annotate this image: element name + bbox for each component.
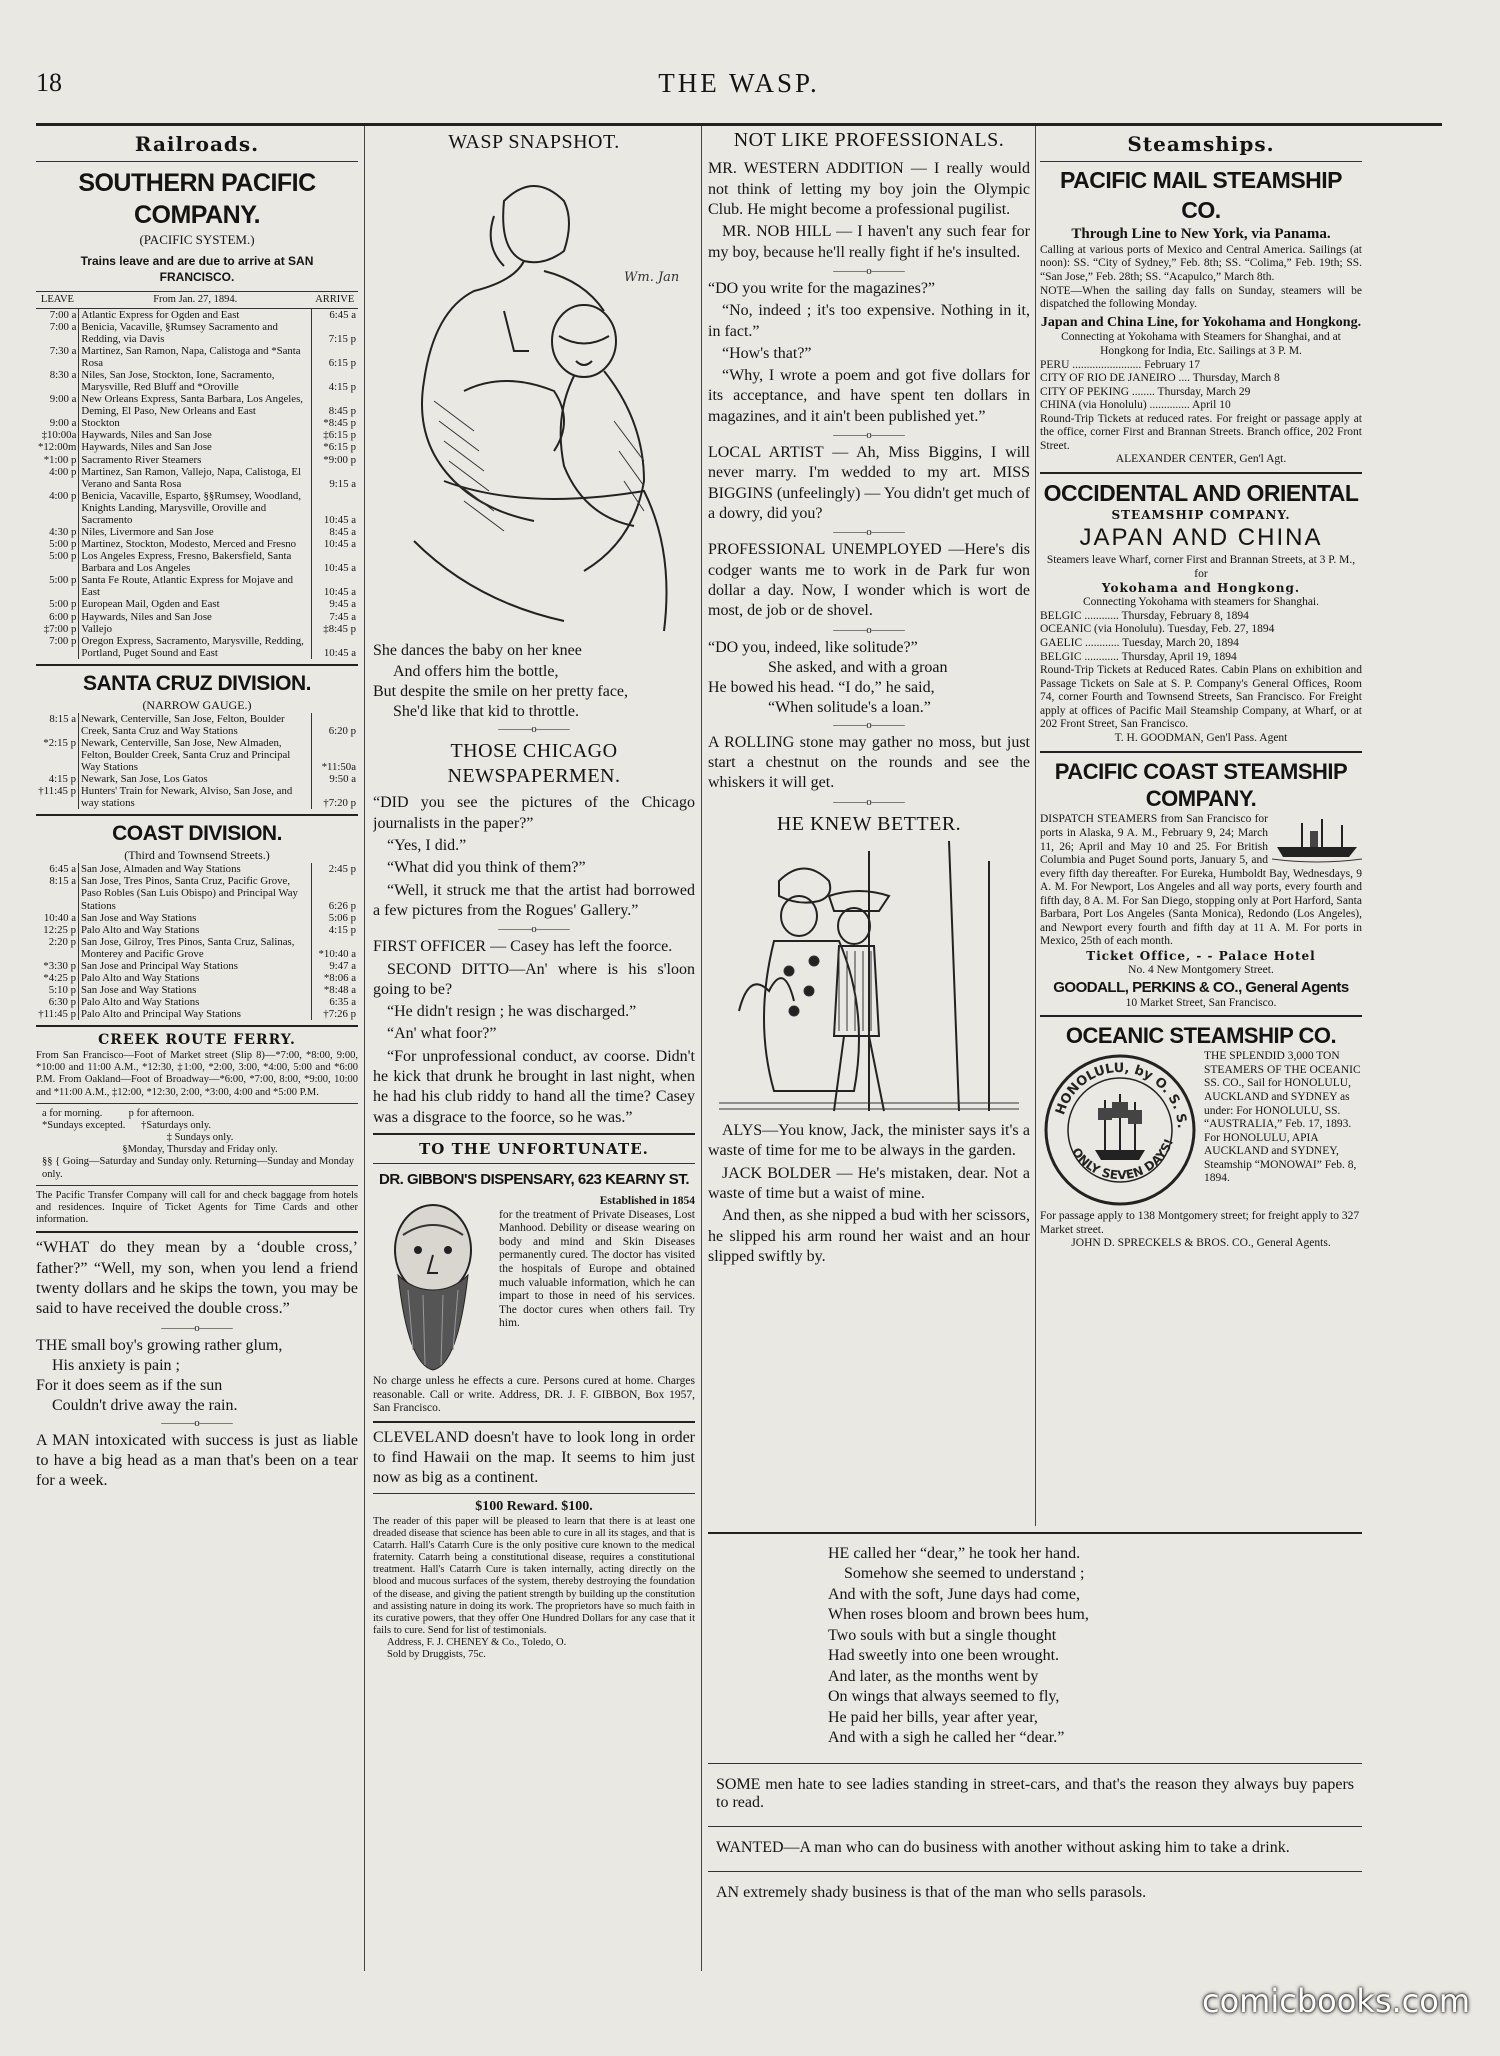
route: San Jose, Gilroy, Tres Pinos, Santa Cruz, Salinas, Monterey and Pacific Grove (81, 935, 295, 960)
reward-text: The reader of this paper will be pleased to learn that there is at least one dreaded disease that science has been able to cure in all its stages, and that is Catarrh. Hall's Catarrh Cure is the only positive cure known to the medical fraternity. Catarrh being a constitutional disease, requires a constitutional treatment. Hall's Catarrh Cure is taken internally, acting directly on the blood and mucous surfaces of the system, thereby destroying the foundation of the disease, and giving the patient strength by building up the constitution and assisting nature in doing its work. The proprietors have so much faith in its curative powers, that they offer One Hundred Dollars for any case that it fails to cure. Send for list of testimonials. (373, 1515, 695, 1637)
paragraph: SECOND DITTO—An' where is his s'loon going to be? (373, 960, 695, 998)
route: Martinez, San Ramon, Napa, Calistoga and *Santa Rosa (81, 344, 301, 369)
legend (36, 1108, 358, 1181)
leave-time: 5:00 p (36, 550, 79, 574)
knew-better-text (708, 1121, 1030, 1267)
arrive-time: 10:45 a (312, 574, 359, 598)
timetable-row (36, 936, 358, 960)
paragraph: JACK BOLDER — He's mistaken, dear. Not a waste of time but a waist of mine. (708, 1164, 1030, 1202)
poem-line: THE small boy's growing rather glum, (36, 1336, 283, 1354)
route: San Jose, Almaden and Way Stations (81, 863, 241, 876)
timetable-row (36, 369, 358, 393)
jc-footer: Round-Trip Tickets at reduced rates. For freight or passage apply at the office, corner First and Brannan Streets. Branch office, 202 Front Street. (1040, 412, 1362, 452)
poem-line: For it does seem as if the sun (36, 1377, 223, 1395)
timetable-row (36, 611, 358, 623)
pc-ticket: Ticket Office, - - Palace Hotel (1086, 949, 1316, 963)
watermark: comicbooks.com (1201, 1982, 1470, 2020)
arrive-time: 7:45 a (312, 611, 359, 623)
arrive-time: 9:15 a (312, 466, 359, 490)
timetable-row (36, 466, 358, 490)
route: Martinez, Stockton, Modesto, Merced and Fresno (81, 538, 297, 551)
reward-address: Address, F. J. CHENEY & Co., Toledo, O. (387, 1637, 567, 1649)
leave-time: 7:30 a (36, 345, 79, 369)
oc-agent: JOHN D. SPRECKELS & BROS. CO., General Agents. (1071, 1237, 1331, 1250)
route: Newark, San Jose, Los Gatos (81, 773, 208, 786)
ferry-text: From San Francisco—Foot of Market street (Slip 8)—*7:00, *8:00, 9:00, *10:00 and 11:00 A.M., *12:30, ‡1:00, *2:00, 3:00, *4:00, 5:00 and *6:00 P.M. From Oakland—Foot of Broadway—*6:00, *7:00, 8:00, *9:00, 10:00 and *11:00 A.M., ‡12:00, *12:30, 2:00, *3:00, 4:00 and *5:00 P.M. (36, 1050, 358, 1098)
arrive-time: 6:35 a (312, 996, 359, 1008)
oo-destination: Yokohama and Hongkong. (1101, 581, 1301, 596)
reward-title: $100 Reward. $100. (475, 1498, 593, 1514)
cd-subtitle: (Third and Townsend Streets.) (124, 848, 270, 863)
poem-line: Had sweetly into one been wrought. (828, 1647, 1060, 1665)
pc-title: PACIFIC COAST STEAMSHIP COMPANY. (1054, 758, 1348, 812)
leave-time: 8:15 a (36, 713, 79, 737)
badge-bottom-text: ONLY SEVEN DAYS! (1069, 1136, 1177, 1183)
legend-line: *Sundays excepted. †Saturdays only. (42, 1119, 212, 1131)
leave-time: 9:00 a (36, 417, 79, 429)
arrive-time: 10:45 a (312, 538, 359, 550)
route: New Orleans Express, Santa Barbara, Los Angeles, Deming, El Paso, New Orleans and East (81, 393, 303, 418)
pm-note: NOTE—When the sailing day falls on Sunday, steamers will be dispatched the following Monday. (1040, 284, 1362, 311)
poem-line: Two souls with but a single thought (828, 1626, 1057, 1644)
jc-agent: ALEXANDER CENTER, Gen'l Agt. (1115, 453, 1287, 466)
leave-time: *3:30 p (36, 960, 79, 972)
leave-time: *2:15 p (36, 737, 79, 773)
pm-title: PACIFIC MAIL STEAMSHIP CO. (1059, 167, 1343, 223)
oo-subtitle: STEAMSHIP COMPANY. (1111, 508, 1291, 523)
route: Haywards, Niles and San Jose (81, 610, 212, 623)
steamships-column (1040, 128, 1362, 1528)
bottom-section (708, 1532, 1362, 1952)
doctor-portrait (373, 1195, 493, 1375)
timetable-row (36, 863, 358, 875)
paragraph: “How's that?” (722, 344, 812, 362)
timetable-row (36, 635, 358, 659)
pc-agents: GOODALL, PERKINS & CO., General Agents (1053, 978, 1349, 996)
arrive-time: 8:45 p (312, 393, 359, 417)
paragraph: ALYS—You know, Jack, the minister says it's a waste of time for me to be always in the garden. (708, 1122, 1030, 1160)
arrive-time: 4:15 p (312, 924, 359, 936)
paragraph: “For unprofessional conduct, av coorse. Didn't he kick that drunk he brought in last night, when he had his club riddy to hand all the time? Casey was a disgrace to the foorce, so he was.” (373, 1047, 695, 1126)
chicago-text (373, 793, 695, 921)
header-rule (36, 123, 1442, 126)
column-divider (364, 126, 365, 1971)
unemployed-joke: PROFESSIONAL UNEMPLOYED —Here's dis codger wants me to work in de Park fur won dollar a day. Now, I wonder which is wort de most, de job or de shovel. (708, 541, 1030, 620)
arrive-time: *6:15 p (312, 441, 359, 453)
arrive-time: 6:45 a (312, 308, 359, 321)
sailing-row: BELGIC ............ Thursday, April 19, 1894 (1040, 650, 1237, 663)
route: Newark, Centerville, San Jose, Felton, Boulder Creek, Santa Cruz and Way Stations (81, 712, 285, 737)
timetable-row (36, 912, 358, 924)
timetable-row (36, 875, 358, 911)
oc-title: OCEANIC STEAMSHIP CO. (1065, 1023, 1337, 1049)
knew-better-title: HE KNEW BETTER. (776, 812, 962, 835)
sp-timetable (36, 291, 358, 659)
paragraph: “What did you think of them?” (387, 859, 586, 877)
verse-line: He bowed his head. “I do,” he said, (708, 679, 935, 697)
oo-title: OCCIDENTAL AND ORIENTAL (1043, 480, 1359, 507)
leave-time: 5:10 p (36, 984, 79, 996)
jc-text: Connecting at Yokohama with Steamers for Shanghai, and at Hongkong for India, Etc. Sailings at 3 P. M. (1061, 331, 1341, 357)
timetable-row (36, 538, 358, 550)
oo-connecting: Connecting Yokohama with steamers for Shanghai. (1082, 596, 1320, 609)
leave-time: 6:45 a (36, 863, 79, 875)
officer-text (373, 937, 695, 1128)
route: Palo Alto and Principal Way Stations (81, 1008, 241, 1021)
leave-time: ‡7:00 p (36, 623, 79, 635)
arrive-time: †7:20 p (312, 785, 359, 809)
route: Palo Alto and Way Stations (81, 996, 200, 1009)
oo-japan-china: JAPAN AND CHINA (1079, 524, 1323, 552)
solitude-verse (708, 638, 1030, 719)
transfer-note: The Pacific Transfer Company will call for and check baggage from hotels and residences. Inquire of Ticket Agents for Time Cards and other information. (36, 1189, 358, 1226)
route: Niles, Livermore and San Jose (81, 526, 214, 539)
leave-time: 4:00 p (36, 466, 79, 490)
legend-line: a for morning. p for afternoon. (42, 1107, 195, 1119)
separator: ———o——— (498, 923, 570, 936)
paragraph: “Why, I wrote a poem and got five dollars for its acceptance, and have spent ten dollars in magazines, and it ain't been published yet.” (708, 367, 1030, 425)
separator: ———o——— (161, 1321, 233, 1334)
poem-rain (36, 1336, 358, 1417)
route: Atlantic Express for Ogden and East (81, 308, 240, 321)
oc-text: THE SPLENDID 3,000 TON STEAMERS OF THE OCEANIC SS. CO., Sail for HONOLULU, AUCKLAND and SYDNEY as under: For HONOLULU, SS. “AUSTRALIA,” Feb. 17, 1893. For HONOLULU, APIA AUCKLAND and SYDNEY, Steamship “MONOWAI” Feb. 8, 1894. (1204, 1050, 1361, 1185)
cd-title: COAST DIVISION. (112, 822, 282, 846)
prof-text (708, 159, 1030, 263)
legend-line: ‡ Sundays only. (166, 1132, 234, 1144)
column-divider (701, 126, 702, 1971)
poem-line: On wings that always seemed to fly, (828, 1688, 1060, 1706)
leave-time: †11:45 p (36, 785, 79, 809)
artist-signature: Wm. Jan (624, 270, 680, 286)
gibbon-est: Established in 1854 (599, 1195, 695, 1208)
arrive-time: *10:40 a (312, 936, 359, 960)
arrive-time: 9:47 a (312, 960, 359, 972)
paragraph: “No, indeed ; it's too expensive. Nothing in it, in fact.” (708, 302, 1030, 340)
leave-time: 7:00 a (36, 308, 79, 321)
jc-sailings (1040, 359, 1362, 413)
wanted-joke: WANTED—A man who can do business with another without asking him to take a drink. (716, 1838, 1290, 1856)
verse-line: And offers him the bottle, (393, 662, 559, 680)
paragraph: FIRST OFFICER — Casey has left the foorce. (373, 938, 673, 956)
leave-time: 5:00 p (36, 574, 79, 598)
badge-top-text: HONOLULU, by O. S. S. (1053, 1061, 1190, 1130)
joke-big-head: A MAN intoxicated with success is just as liable to have a big head as a man that's been on a tear for a week. (36, 1431, 358, 1490)
sp-note: Trains leave and are due to arrive at SAN FRANCISCO. (80, 254, 314, 284)
arrive-time: 6:20 p (312, 713, 359, 737)
sc-title: SANTA CRUZ DIVISION. (82, 671, 311, 695)
leave-time: 7:00 p (36, 635, 79, 659)
leave-time: †11:45 p (36, 1008, 79, 1020)
timetable-row (36, 393, 358, 417)
route: Haywards, Niles and San Jose (81, 429, 212, 442)
leave-time: 4:30 p (36, 526, 79, 538)
arrive-time: 8:45 a (312, 526, 359, 538)
arrive-time: 2:45 p (312, 863, 359, 875)
leave-time: ‡10:00a (36, 429, 79, 441)
timetable-row (36, 737, 358, 773)
route: Palo Alto and Way Stations (81, 923, 200, 936)
route: San Jose and Principal Way Stations (81, 959, 238, 972)
paragraph: “An' what foor?” (387, 1025, 497, 1043)
section-title: Railroads. (134, 132, 260, 156)
leave-time: 7:00 a (36, 321, 79, 345)
sp-subtitle: (PACIFIC SYSTEM.) (139, 231, 255, 247)
verse-line: She'd like that kid to throttle. (393, 703, 579, 721)
reward-sold: Sold by Druggists, 75c. (387, 1649, 486, 1661)
timetable-row (36, 924, 358, 936)
arrive-time: ‡8:45 p (312, 623, 359, 635)
mother-baby-illustration (384, 161, 684, 641)
poem-line: His anxiety is pain ; (52, 1356, 180, 1374)
leave-time: 8:30 a (36, 369, 79, 393)
oo-text: Steamers leave Wharf, corner First and Brannan Streets, at 3 P. M., for (1046, 553, 1356, 580)
route: European Mail, Ogden and East (81, 598, 220, 611)
poem-line: HE called her “dear,” he took her hand. (828, 1545, 1081, 1562)
route: Haywards, Niles and San Jose (81, 441, 212, 454)
pc-agents-address: 10 Market Street, San Francisco. (1125, 996, 1277, 1009)
col-arrive: ARRIVE (312, 291, 359, 308)
separator: ———o——— (833, 526, 905, 539)
separator: ———o——— (161, 1416, 233, 1429)
rolling-joke: A ROLLING stone may gather no moss, but just start a chestnut on the rounds and see the whiskers it will get. (708, 733, 1030, 792)
unfortunate-title: TO THE UNFORTUNATE. (419, 1140, 649, 1159)
paragraph: And then, as she nipped a bud with her scissors, he slipped his arm round her waist and an hour slipped swiftly by. (708, 1207, 1030, 1265)
timetable-row (36, 526, 358, 538)
route: Niles, San Jose, Stockton, Ione, Sacramento, Marysville, Red Bluff and *Oroville (81, 369, 275, 394)
verse-line: She asked, and with a groan (768, 658, 948, 676)
streetcar-joke: SOME men hate to see ladies standing in street-cars, and that's the reason they always buy papers to read. (716, 1775, 1354, 1811)
paragraph: “DID you see the pictures of the Chicago journalists in the paper?” (373, 794, 695, 832)
leave-time: *1:00 p (36, 454, 79, 466)
oo-footer: Round-Trip Tickets at Reduced Rates. Cabin Plans on exhibition and Passage Tickets on Sale at S. P. Company's General Offices, Room 74, corner Fourth and Townsend Streets, San Francisco. For Freight apply at offices of Pacific Mail Steamship Company, at Wharf, or at 202 Front Street, San Francisco. (1040, 664, 1362, 731)
snapshot-title: WASP SNAPSHOT. (448, 131, 620, 153)
artist-joke: LOCAL ARTIST — Ah, Miss Biggins, I will never marry. I'm wedded to my art. MISS BIGGINS (unfeelingly) — You didn't get much of a dowry, did you? (708, 444, 1030, 523)
timetable-row (36, 574, 358, 598)
pc-text: DISPATCH STEAMERS from San Francisco for ports in Alaska, 9 A. M., February 9, 24; March 11, 26; April and May 10 and 25. For British Columbia and Puget Sound ports, January 5, and every fifth day thereafter. For Eureka, Humboldt Bay, Wednesdays, 9 A. M. For Newport, Los Angeles and all way ports, every fourth and fifth day, 8 A. M. For San Diego, stopping only at Port Harford, Santa Barbara, Port Los Angeles (Santa Monica), Redondo (Los Angeles), and Newport every fourth and fifth day at 11 A. M. For ports in Mexico, 25th of each month. (1040, 813, 1362, 948)
col-from: From Jan. 27, 1894. (79, 291, 312, 308)
steamship-icon (1272, 813, 1362, 863)
arrive-time: †7:26 p (312, 1008, 359, 1020)
sailing-row: CHINA (via Honolulu) .............. April 10 (1040, 399, 1231, 412)
poem-line: He paid her bills, year after year, (828, 1708, 1038, 1726)
sailing-row: BELGIC ............ Thursday, February 8, 1894 (1040, 609, 1249, 622)
leave-time: 8:15 a (36, 875, 79, 911)
paragraph: “He didn't resign ; he was discharged.” (387, 1003, 637, 1021)
pc-ad (1040, 813, 1362, 949)
arrive-time: 10:45 a (312, 635, 359, 659)
arrive-time: *11:50a (312, 737, 359, 773)
timetable-row (36, 785, 358, 809)
arrive-time: *8:06 a (312, 972, 359, 984)
route: Santa Fe Route, Atlantic Express for Mojave and East (81, 574, 294, 599)
arrive-time: ‡6:15 p (312, 429, 359, 441)
legend-line: §Monday, Thursday and Friday only. (122, 1144, 278, 1156)
pc-ticket-address: No. 4 New Montgomery Street. (1128, 964, 1274, 977)
separator: ———o——— (498, 722, 570, 735)
separator: ———o——— (833, 429, 905, 442)
arrive-time: *8:45 p (312, 417, 359, 429)
arrive-time: 9:45 a (312, 598, 359, 610)
route: Stockton (81, 417, 120, 430)
verse-line: “DO you, indeed, like solitude?” (708, 638, 918, 656)
timetable-row (36, 550, 358, 574)
paragraph: MR. NOB HILL — I haven't any such fear for my boy, because he'll really fight if he's insulted. (708, 223, 1030, 261)
route: Benicia, Vacaville, Esparto, §§Rumsey, Woodland, Knights Landing, Marysville, Oroville and Sacramento (81, 489, 302, 526)
paragraph: “Yes, I did.” (387, 837, 467, 855)
gibbon-footer: No charge unless he effects a cure. Persons cured at home. Charges reasonable. Call or write. Address, DR. J. F. GIBBON, Box 1957, San Francisco. (373, 1375, 695, 1415)
leave-time: 9:00 a (36, 393, 79, 417)
arrive-time: 10:45 a (312, 490, 359, 526)
section-title: Steamships. (1127, 132, 1275, 156)
timetable-row (36, 972, 358, 984)
poem-line: When roses bloom and brown bees hum, (828, 1606, 1089, 1624)
arrive-time: 5:06 p (312, 912, 359, 924)
pm-through: Through Line to New York, via Panama. (1071, 225, 1331, 242)
separator: ———o——— (833, 623, 905, 636)
arrive-time: 6:26 p (312, 875, 359, 911)
sp-title: SOUTHERN PACIFIC COMPANY. (78, 169, 316, 230)
verse-line: “When solitude's a loan.” (768, 699, 931, 717)
dear-poem (708, 1544, 1362, 1749)
sailing-row: CITY OF RIO DE JANEIRO .... Thursday, March 8 (1040, 372, 1280, 385)
sailing-row: GAELIC ............ Tuesday, March 20, 1894 (1040, 637, 1239, 649)
sailing-row: CITY OF PEKING ........ Thursday, March 29 (1040, 385, 1251, 398)
route: San Jose and Way Stations (81, 984, 197, 997)
leave-time: 6:30 p (36, 996, 79, 1008)
route: Hunters' Train for Newark, Alviso, San Jose, and way stations (81, 785, 293, 810)
cleveland-joke: CLEVELAND doesn't have to look long in order to find Hawaii on the map. It seems to him just now as big as a continent. (373, 1428, 695, 1487)
timetable-row (36, 345, 358, 369)
route: San Jose, Tres Pinos, Santa Cruz, Pacific Grove, Paso Robles (San Luis Obispo) and Principal Way Stations (81, 875, 298, 912)
route: Palo Alto and Way Stations (81, 971, 200, 984)
route: San Jose and Way Stations (81, 911, 197, 924)
jokes-column (708, 128, 1030, 1528)
timetable-row (36, 454, 358, 466)
jc-title: Japan and China Line, for Yokohama and Hongkong. (1040, 314, 1362, 330)
leave-time: 4:15 p (36, 773, 79, 785)
arrive-time: 4:15 p (312, 369, 359, 393)
leave-time: *4:25 p (36, 972, 79, 984)
route: Benicia, Vacaville, §Rumsey Sacramento and Redding, via Davis (81, 320, 278, 345)
timetable-row (36, 1008, 358, 1020)
garden-couple-illustration (719, 841, 1019, 1121)
page-number: 18 (36, 68, 62, 97)
prof-title: NOT LIKE PROFESSIONALS. (733, 129, 1005, 151)
leave-time: 6:00 p (36, 611, 79, 623)
verse-line: She dances the baby on her knee (373, 642, 582, 660)
poem-line: And later, as the months went by (828, 1667, 1039, 1685)
separator: ———o——— (833, 718, 905, 731)
verse-line: But despite the smile on her pretty face, (373, 683, 629, 701)
paragraph: “Well, it struck me that the artist had borrowed a few pictures from the Rogues' Gallery.” (373, 881, 695, 919)
cd-timetable (36, 863, 358, 1020)
paragraph: “DO you write for the magazines?” (708, 279, 936, 297)
gibbon-title: DR. GIBBON'S DISPENSARY, 623 KEARNY ST. (379, 1171, 689, 1189)
route: Martinez, San Ramon, Vallejo, Napa, Calistoga, El Verano and Santa Rosa (81, 465, 301, 490)
page-header (36, 68, 1442, 102)
route: Los Angeles Express, Fresno, Bakersfield, Santa Barbara and Los Angeles (81, 550, 292, 575)
poem-line: And with the soft, June days had come, (828, 1585, 1080, 1603)
arrive-time: 9:50 a (312, 773, 359, 785)
timetable-row (36, 429, 358, 441)
snapshot-verse (373, 641, 695, 722)
arrive-time: 10:45 a (312, 550, 359, 574)
leave-time: 2:20 p (36, 936, 79, 960)
column-divider (1035, 126, 1036, 1526)
arrive-time: *9:00 p (312, 454, 359, 466)
chicago-title: THOSE CHICAGO NEWSPAPERMEN. (447, 739, 621, 787)
timetable-row (36, 713, 358, 737)
leave-time: 4:00 p (36, 490, 79, 526)
railroads-column (36, 128, 358, 1968)
timetable-row (36, 984, 358, 996)
magazine-text (708, 279, 1030, 427)
sc-timetable (36, 713, 358, 810)
timetable-row (36, 308, 358, 321)
joke-double-cross: “WHAT do they mean by a ‘double cross,’ father?” “Well, my son, when you lend a friend twenty dollars and he skips the town, you may be said to have received the double cross.” (36, 1239, 358, 1318)
timetable-row (36, 623, 358, 635)
timetable-row (36, 490, 358, 526)
sailing-row: PERU ........................ February 17 (1040, 358, 1201, 371)
poem-line: And with a sigh he called her “dear.” (828, 1729, 1065, 1747)
poem-line: Somehow she seemed to understand ; (844, 1565, 1085, 1583)
timetable-row (36, 996, 358, 1008)
leave-time: 5:00 p (36, 538, 79, 550)
route: Vallejo (81, 622, 112, 635)
timetable-row (36, 773, 358, 785)
leave-time: 5:00 p (36, 598, 79, 610)
arrive-time: 6:15 p (312, 345, 359, 369)
col-leave: LEAVE (36, 291, 79, 308)
parasol-joke: AN extremely shady business is that of the man who sells parasols. (716, 1883, 1147, 1901)
timetable-row (36, 441, 358, 453)
timetable-row (36, 417, 358, 429)
sailing-row: OCEANIC (via Honolulu). Tuesday, Feb. 27, 1894 (1040, 623, 1275, 636)
arrive-time: 7:15 p (312, 321, 359, 345)
separator: ———o——— (833, 795, 905, 808)
oc-ad (1040, 1050, 1362, 1210)
route: Newark, Centerville, San Jose, New Almaden, Felton, Boulder Creek, Santa Cruz and Principal Way Stations (81, 736, 291, 774)
route: Oregon Express, Sacramento, Marysville, Redding, Portland, Puget Sound and East (81, 634, 304, 659)
pm-text: Calling at various ports of Mexico and Central America. Sailings (at noon): SS. “City of Sydney,” Feb. 8th; SS. “Colima,” Feb. 19th; SS. “San Jose,” Feb. 28th; SS. “Acapulco,” March 8th. (1040, 243, 1362, 283)
leave-time: *12:00m (36, 441, 79, 453)
separator: ———o——— (833, 264, 905, 277)
timetable-row (36, 321, 358, 345)
route: Sacramento River Steamers (81, 453, 202, 466)
paragraph: MR. WESTERN ADDITION — I really would not think of letting my boy join the Olympic Club. He might become a professional pugilist. (708, 160, 1030, 219)
arrive-time: *8:48 a (312, 984, 359, 996)
oo-sailings (1040, 610, 1362, 664)
oceanic-badge (1040, 1050, 1200, 1210)
leave-time: 10:40 a (36, 912, 79, 924)
oc-footer: For passage apply to 138 Montgomery street; for freight apply to 327 Market street. (1040, 1210, 1360, 1236)
oo-agent: T. H. GOODMAN, Gen'l Pass. Agent (1114, 731, 1288, 744)
gibbon-ad (373, 1195, 695, 1375)
masthead: THE WASP. (658, 68, 820, 98)
poem-line: Couldn't drive away the rain. (52, 1397, 238, 1415)
ferry-title: CREEK ROUTE FERRY. (98, 1032, 296, 1049)
sc-subtitle: (NARROW GAUGE.) (142, 697, 252, 712)
gibbon-body: for the treatment of Private Diseases, Lost Manhood. Debility or disease wearing on body and mind and Skin Diseases permanently cured. The doctor has visited the hospitals of Europe and obtained much valuable information, which he can impart to those in need of his services. The doctor cures when others fail. Try him. (499, 1208, 695, 1330)
timetable-row (36, 598, 358, 610)
legend-line: §§ { Going—Saturday and Sunday only. Returning—Sunday and Monday only. (42, 1156, 355, 1180)
leave-time: 12:25 p (36, 924, 79, 936)
timetable-row (36, 960, 358, 972)
snapshot-column (373, 128, 695, 1968)
